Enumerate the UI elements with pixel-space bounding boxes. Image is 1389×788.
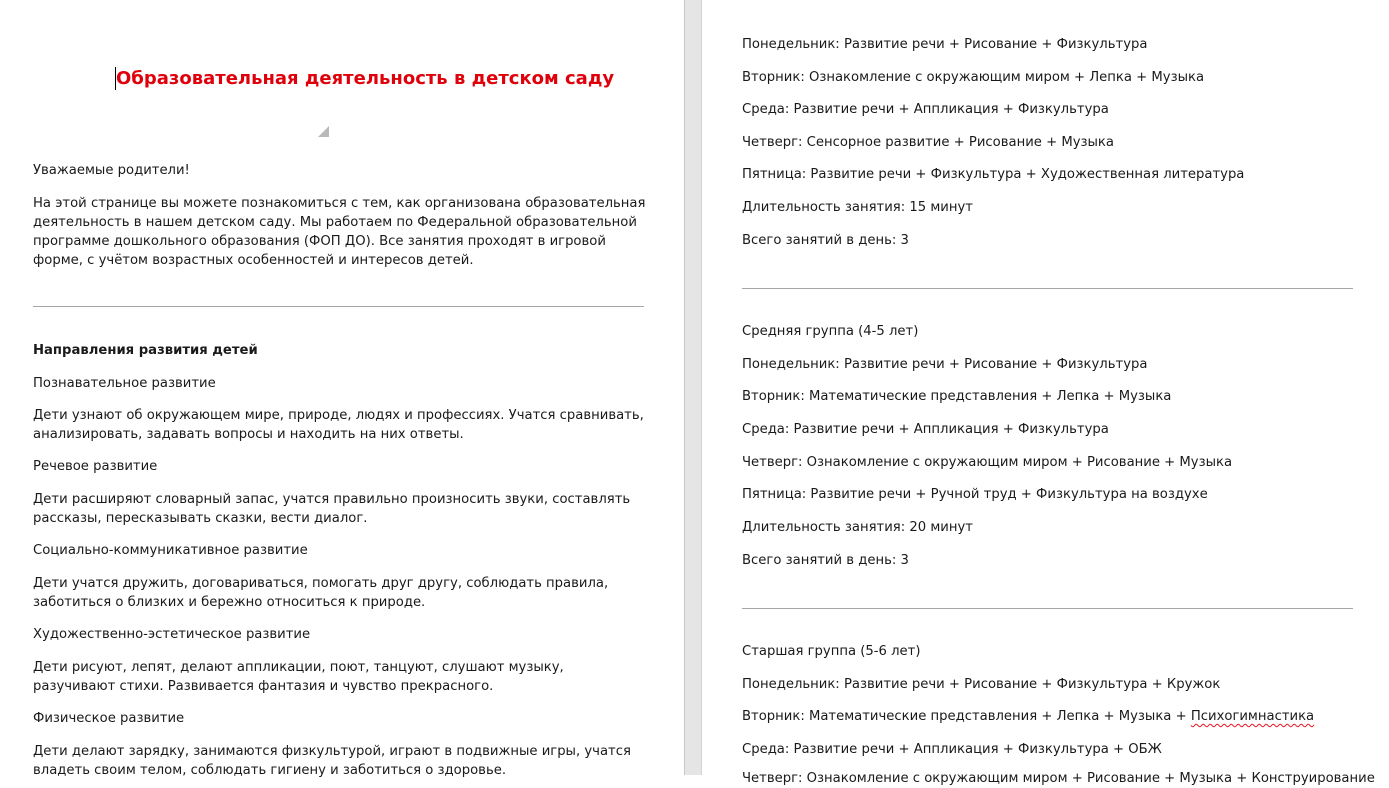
direction-text[interactable]: Дети рисуют, лепят, делают аппликации, поют, танцуют, слушают музыку, разучивают стихи. Развивается фантазия и чувство прекрасного. xyxy=(33,660,564,694)
horizontal-rule xyxy=(742,608,1353,609)
directions-heading[interactable]: Направления развития детей xyxy=(33,343,258,358)
intro-paragraph[interactable]: На этой странице вы можете познакомиться с тем, как организована образовательная деятельность в нашем детском саду. Мы работаем по Федеральной образовательной программе дошкольного образования (ФОП ДО). Все занятия проходят в игровой форме, с учётом возрастных особенностей и интересов детей. xyxy=(33,196,646,268)
group-heading[interactable]: Старшая группа (5-6 лет) xyxy=(742,644,921,659)
greeting[interactable]: Уважаемые родители! xyxy=(33,163,190,178)
schedule-line[interactable]: Вторник: Математические представления + Лепка + Музыка xyxy=(742,389,1172,404)
lesson-duration[interactable]: Длительность занятия: 15 минут xyxy=(742,200,973,215)
direction-title[interactable]: Познавательное развитие xyxy=(33,376,216,391)
schedule-line[interactable]: Среда: Развитие речи + Аппликация + Физкультура xyxy=(742,422,1109,437)
direction-title[interactable]: Речевое развитие xyxy=(33,459,158,474)
lessons-per-day[interactable]: Всего занятий в день: 3 xyxy=(742,553,909,568)
schedule-line[interactable]: Четверг: Сенсорное развитие + Рисование + Музыка xyxy=(742,135,1114,150)
schedule-line[interactable]: Понедельник: Развитие речи + Рисование + Физкультура xyxy=(742,37,1148,52)
direction-text[interactable]: Дети расширяют словарный запас, учатся правильно произносить звуки, составлять рассказы, пересказывать сказки, вести диалог. xyxy=(33,492,631,526)
schedule-line[interactable] xyxy=(742,707,1314,726)
schedule-line[interactable]: Пятница: Развитие речи + Ручной труд + Физкультура на воздухе xyxy=(742,487,1208,502)
schedule-line[interactable]: Понедельник: Развитие речи + Рисование + Физкультура + Кружок xyxy=(742,677,1221,692)
schedule-line[interactable]: Пятница: Развитие речи + Физкультура + Художественная литература xyxy=(742,167,1245,182)
horizontal-rule xyxy=(742,288,1353,289)
page-gap xyxy=(684,0,702,775)
direction-text[interactable]: Дети учатся дружить, договариваться, помогать друг другу, соблюдать правила, заботиться о близких и бережно относиться к природе. xyxy=(33,576,609,610)
document-page-right[interactable] xyxy=(702,0,1389,786)
lessons-per-day[interactable]: Всего занятий в день: 3 xyxy=(742,233,909,248)
direction-text[interactable]: Дети делают зарядку, занимаются физкультурой, играют в подвижные игры, учатся владеть своим телом, соблюдать гигиену и заботиться о здоровье. xyxy=(33,744,631,778)
misspelled-word[interactable]: Психогимнастика xyxy=(1190,709,1315,724)
schedule-line-prefix: Вторник: Математические представления + Лепка + Музыка + xyxy=(742,709,1191,724)
schedule-line[interactable]: Вторник: Ознакомление с окружающим миром + Лепка + Музыка xyxy=(742,70,1205,85)
schedule-line[interactable]: Четверг: Ознакомление с окружающим миром + Рисование + Музыка xyxy=(742,455,1233,470)
lesson-duration[interactable]: Длительность занятия: 20 минут xyxy=(742,520,973,535)
direction-title[interactable]: Социально-коммуникативное развитие xyxy=(33,543,308,558)
direction-text[interactable]: Дети узнают об окружающем мире, природе, людях и профессиях. Учатся сравнивать, анализировать, задавать вопросы и находить на них ответы. xyxy=(33,408,644,442)
direction-title[interactable]: Физическое развитие xyxy=(33,711,185,726)
schedule-line[interactable]: Среда: Развитие речи + Аппликация + Физкультура + ОБЖ xyxy=(742,742,1162,757)
document-page-left[interactable] xyxy=(0,0,684,778)
horizontal-rule xyxy=(33,306,644,307)
direction-title[interactable]: Художественно-эстетическое развитие xyxy=(33,627,311,642)
schedule-line[interactable]: Понедельник: Развитие речи + Рисование + Физкультура xyxy=(742,357,1148,372)
schedule-line[interactable]: Четверг: Ознакомление с окружающим миром + Рисование + Музыка + Конструирование xyxy=(742,771,1375,786)
page-title[interactable]: Образовательная деятельность в детском саду xyxy=(116,68,615,89)
resize-handle-icon[interactable] xyxy=(318,126,329,137)
group-heading[interactable]: Средняя группа (4-5 лет) xyxy=(742,324,919,339)
schedule-line[interactable]: Среда: Развитие речи + Аппликация + Физкультура xyxy=(742,102,1109,117)
